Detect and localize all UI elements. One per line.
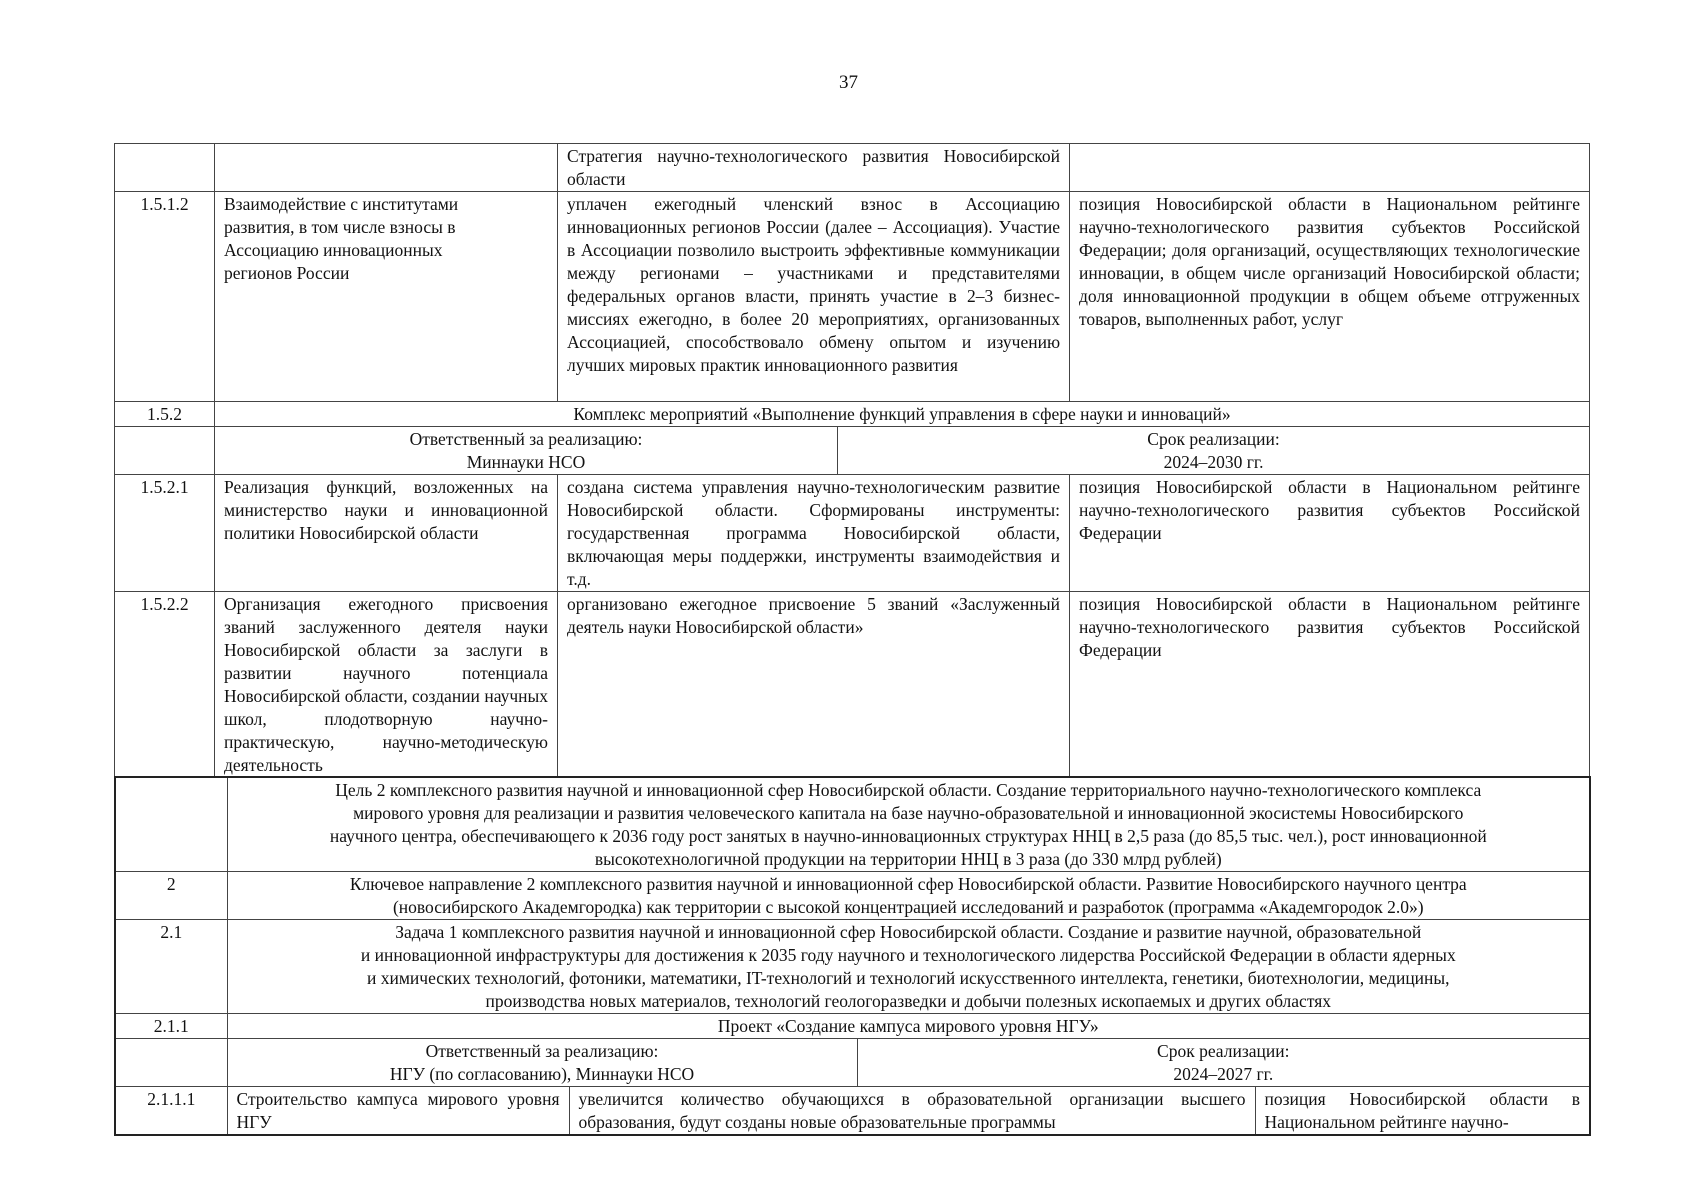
direction-cell bbox=[227, 872, 1590, 920]
row-number-cell: 2.1 bbox=[115, 920, 227, 1014]
event-cell: Организация ежегодного присвоения званий заслуженного деятеля науки Новосибирской области за заслуги в развитии научного потенциала Новосибирской области, создании научных школ, плодотворную научно-практическую, научно-методическую деятельность bbox=[215, 592, 558, 778]
responsible-label: Ответственный за реализацию: bbox=[425, 1041, 659, 1061]
term-label: Срок реализации: bbox=[1147, 429, 1280, 449]
text-line: Задача 1 комплексного развития научной и инновационной сфер Новосибирской области. Создание и развитие научной, образовательной bbox=[395, 922, 1422, 942]
event-cell bbox=[215, 144, 558, 192]
text-line: и инновационной инфраструктуры для достижения к 2035 году научного и технологического лидерства Российской Федерации в области ядерных bbox=[360, 945, 1456, 965]
text-line: мирового уровня для реализации и развития человеческого капитала на базе научно-образовательной и инновационной экосистемы Новосибирского bbox=[353, 803, 1464, 823]
responsible-cell bbox=[227, 1039, 857, 1087]
responsible-value: НГУ (по согласованию), Миннауки НСО bbox=[389, 1064, 695, 1084]
row-number-cell bbox=[115, 144, 215, 192]
event-cell: Реализация функций, возложенных на министерство науки и инновационной политики Новосибирской области bbox=[215, 475, 558, 592]
table-row bbox=[115, 872, 1590, 920]
row-number-cell: 2 bbox=[115, 872, 227, 920]
empty-cell bbox=[115, 1039, 227, 1087]
table-row bbox=[115, 402, 1590, 427]
result-cell: организовано ежегодное присвоение 5 званий «Заслуженный деятель науки Новосибирской области» bbox=[558, 592, 1070, 778]
result-cell: увеличится количество обучающихся в образовательной организации высшего образования, будут созданы новые образовательные программы bbox=[569, 1087, 1255, 1136]
text-line: (новосибирского Академгородка) как территории с высокой концентрацией исследований и разработок (программа «Академгородок 2.0») bbox=[392, 897, 1424, 917]
text-line: Цель 2 комплексного развития научной и инновационной сфер Новосибирской области. Создание территориального научно-технологического комплекса bbox=[335, 780, 1482, 800]
table-row bbox=[115, 592, 1590, 778]
indicator-cell: позиция Новосибирской области в Национальном рейтинге научно- bbox=[1255, 1087, 1590, 1136]
responsible-value: Миннауки НСО bbox=[466, 452, 586, 472]
result-cell: Стратегия научно-технологического развития Новосибирской области bbox=[558, 144, 1070, 192]
term-label: Срок реализации: bbox=[1157, 1041, 1290, 1061]
measures-table-bottom bbox=[114, 776, 1591, 1136]
text-line: Ключевое направление 2 комплексного развития научной и инновационной сфер Новосибирской области. Развитие Новосибирского научного центра bbox=[349, 874, 1467, 894]
table-row bbox=[115, 427, 1590, 475]
table-row bbox=[115, 1087, 1590, 1136]
event-cell: Строительство кампуса мирового уровня НГУ bbox=[227, 1087, 569, 1136]
term-value: 2024–2027 гг. bbox=[1173, 1064, 1274, 1084]
text-line: и химических технологий, фотоники, математики, IT-технологий и технологий искусственного интеллекта, генетики, биотехнологии, медицины, bbox=[366, 968, 1450, 988]
table-row bbox=[115, 192, 1590, 402]
text-line: научного центра, обеспечивающего к 2036 году рост занятых в научно-инновационных структурах ННЦ в 2,5 раза (до 85,5 тыс. чел.), рост инновационной bbox=[329, 826, 1487, 846]
table-row bbox=[115, 144, 1590, 192]
row-number-cell: 1.5.1.2 bbox=[115, 192, 215, 402]
indicator-cell: позиция Новосибирской области в Национальном рейтинге научно-технологического развития субъектов Российской Федерации; доля организаций, осуществляющих технологические инновации, в общем числе организаций Новосибирской области; доля инновационной продукции в общем объеме отгруженных товаров, выполненных работ, услуг bbox=[1070, 192, 1590, 402]
project-title-cell: Проект «Создание кампуса мирового уровня НГУ» bbox=[227, 1014, 1590, 1039]
indicator-cell: позиция Новосибирской области в Национальном рейтинге научно-технологического развития субъектов Российской Федерации bbox=[1070, 592, 1590, 778]
row-number-cell: 2.1.1 bbox=[115, 1014, 227, 1039]
table-row bbox=[115, 1039, 1590, 1087]
row-number-cell: 1.5.2.1 bbox=[115, 475, 215, 592]
table-row bbox=[115, 1014, 1590, 1039]
empty-cell bbox=[115, 427, 215, 475]
goal-cell bbox=[227, 777, 1590, 872]
event-cell: Взаимодействие с институтами развития, в том числе взносы в Ассоциацию инновационных регионов России bbox=[215, 192, 558, 402]
table-row bbox=[115, 475, 1590, 592]
task-cell bbox=[227, 920, 1590, 1014]
term-value: 2024–2030 гг. bbox=[1163, 452, 1264, 472]
result-cell: создана система управления научно-технологическим развитие Новосибирской области. Сформированы инструменты: государственная программа Новосибирской области, включающая меры поддержки, инструменты взаимодействия и т.д. bbox=[558, 475, 1070, 592]
row-number-cell: 1.5.2.2 bbox=[115, 592, 215, 778]
row-number-cell: 1.5.2 bbox=[115, 402, 215, 427]
text-line: высокотехнологичной продукции на территории ННЦ в 3 раза (до 330 млрд рублей) bbox=[594, 849, 1222, 869]
page-number: 37 bbox=[839, 72, 858, 93]
responsible-label: Ответственный за реализацию: bbox=[409, 429, 643, 449]
result-cell: уплачен ежегодный членский взнос в Ассоциацию инновационных регионов России (далее – Ассоциация). Участие в Ассоциации позволило выстроить эффективные коммуникации между регионами – участниками и представителями федеральных органов власти, принять участие в 2–3 бизнес-миссиях ежегодно, в более 20 мероприятиях, организованных Ассоциацией, способствовало обмену опытом и изучению лучших мировых практик инновационного развития bbox=[558, 192, 1070, 402]
indicator-cell: позиция Новосибирской области в Национальном рейтинге научно-технологического развития субъектов Российской Федерации bbox=[1070, 475, 1590, 592]
row-number-cell: 2.1.1.1 bbox=[115, 1087, 227, 1136]
term-cell bbox=[838, 427, 1590, 475]
table-row bbox=[115, 920, 1590, 1014]
table-row bbox=[115, 777, 1590, 872]
text-line: производства новых материалов, технологий геологоразведки и добычи полезных ископаемых и других областях bbox=[485, 991, 1332, 1011]
term-cell bbox=[857, 1039, 1590, 1087]
section-title-cell: Комплекс мероприятий «Выполнение функций управления в сфере науки и инноваций» bbox=[215, 402, 1590, 427]
responsible-cell bbox=[215, 427, 838, 475]
row-number-cell bbox=[115, 777, 227, 872]
indicator-cell bbox=[1070, 144, 1590, 192]
measures-table-top bbox=[114, 143, 1590, 778]
